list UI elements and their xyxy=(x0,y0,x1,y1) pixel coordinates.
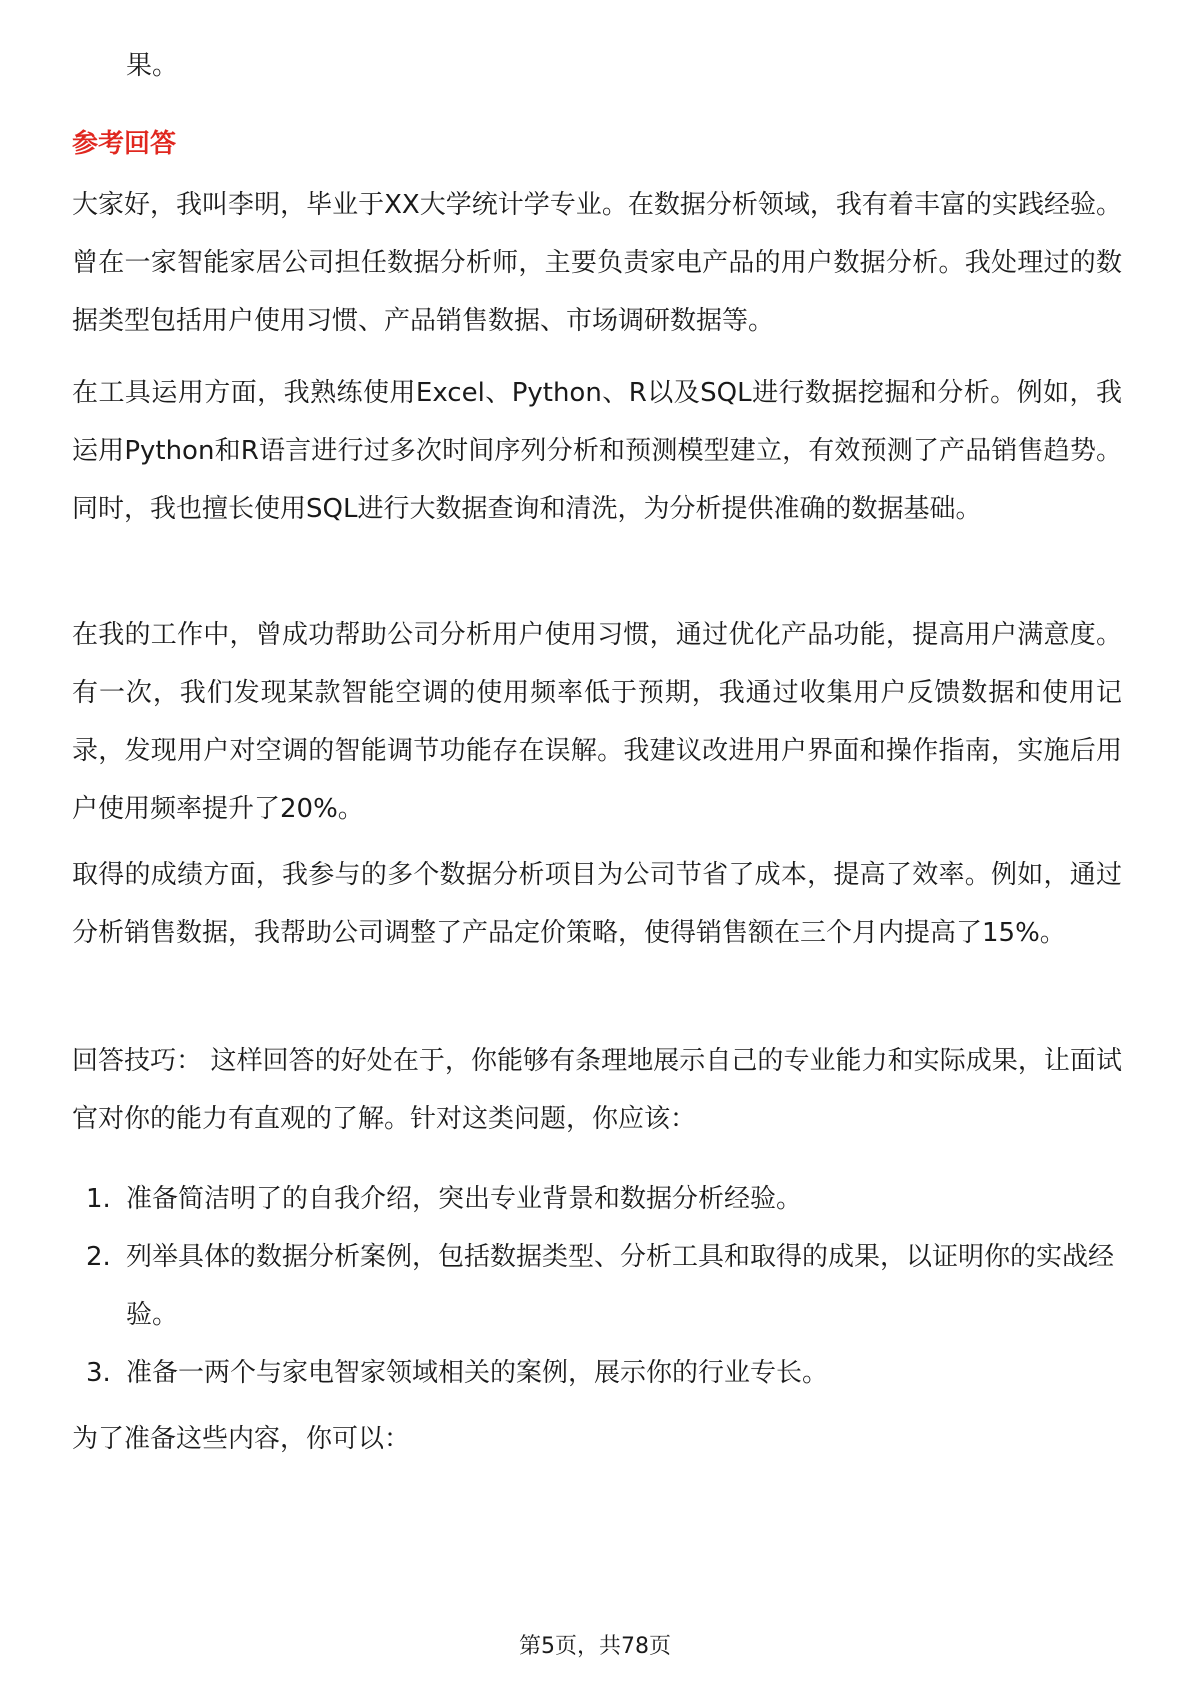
list-item xyxy=(72,1170,1122,1228)
paragraph-intro: 大家好，我叫李明，毕业于XX大学统计学专业。在数据分析领域，我有着丰富的实践经验。曾在一家智能家居公司担任数据分析师，主要负责家电产品的用户数据分析。我处理过的数据类型包括用户使用习惯、产品销售数据、市场调研数据等。 xyxy=(72,190,1122,336)
list-item-number: 3. xyxy=(86,1358,111,1388)
carryover-text: 果。 xyxy=(126,51,179,81)
paragraph-work: 在我的工作中，曾成功帮助公司分析用户使用习惯，通过优化产品功能，提高用户满意度。有一次，我们发现某款智能空调的使用频率低于预期，我通过收集用户反馈数据和使用记录，发现用户对空调的智能调节功能存在误解。我建议改进用户界面和操作指南，实施后用户使用频率提升了20%。 xyxy=(72,620,1122,824)
list-item xyxy=(72,1228,1122,1344)
paragraph-closing: 为了准备这些内容，你可以： xyxy=(72,1424,411,1454)
list-item-text: 准备简洁明了的自我介绍，突出专业背景和数据分析经验。 xyxy=(126,1184,803,1214)
list-item xyxy=(72,1344,1122,1402)
list-item-number: 2. xyxy=(86,1242,111,1272)
section-heading: 参考回答 xyxy=(72,129,177,159)
tips-list xyxy=(72,1170,1122,1402)
paragraph-tips: 回答技巧： 这样回答的好处在于，你能够有条理地展示自己的专业能力和实际成果，让面试官对你的能力有直观的了解。针对这类问题，你应该： xyxy=(72,1046,1122,1134)
list-item-number: 1. xyxy=(86,1184,111,1214)
paragraph-achievements: 取得的成绩方面，我参与的多个数据分析项目为公司节省了成本，提高了效率。例如，通过分析销售数据，我帮助公司调整了产品定价策略，使得销售额在三个月内提高了15%。 xyxy=(72,860,1122,948)
list-item-text: 准备一两个与家电智家领域相关的案例，展示你的行业专长。 xyxy=(126,1358,829,1388)
paragraph-tools: 在工具运用方面，我熟练使用Excel、Python、R以及SQL进行数据挖掘和分析。例如，我运用Python和R语言进行过多次时间序列分析和预测模型建立，有效预测了产品销售趋势。同时，我也擅长使用SQL进行大数据查询和清洗，为分析提供准确的数据基础。 xyxy=(72,378,1122,524)
page-number: 第5页，共78页 xyxy=(519,1634,671,1659)
list-item-text: 列举具体的数据分析案例，包括数据类型、分析工具和取得的成果，以证明你的实战经验。 xyxy=(126,1242,1115,1330)
